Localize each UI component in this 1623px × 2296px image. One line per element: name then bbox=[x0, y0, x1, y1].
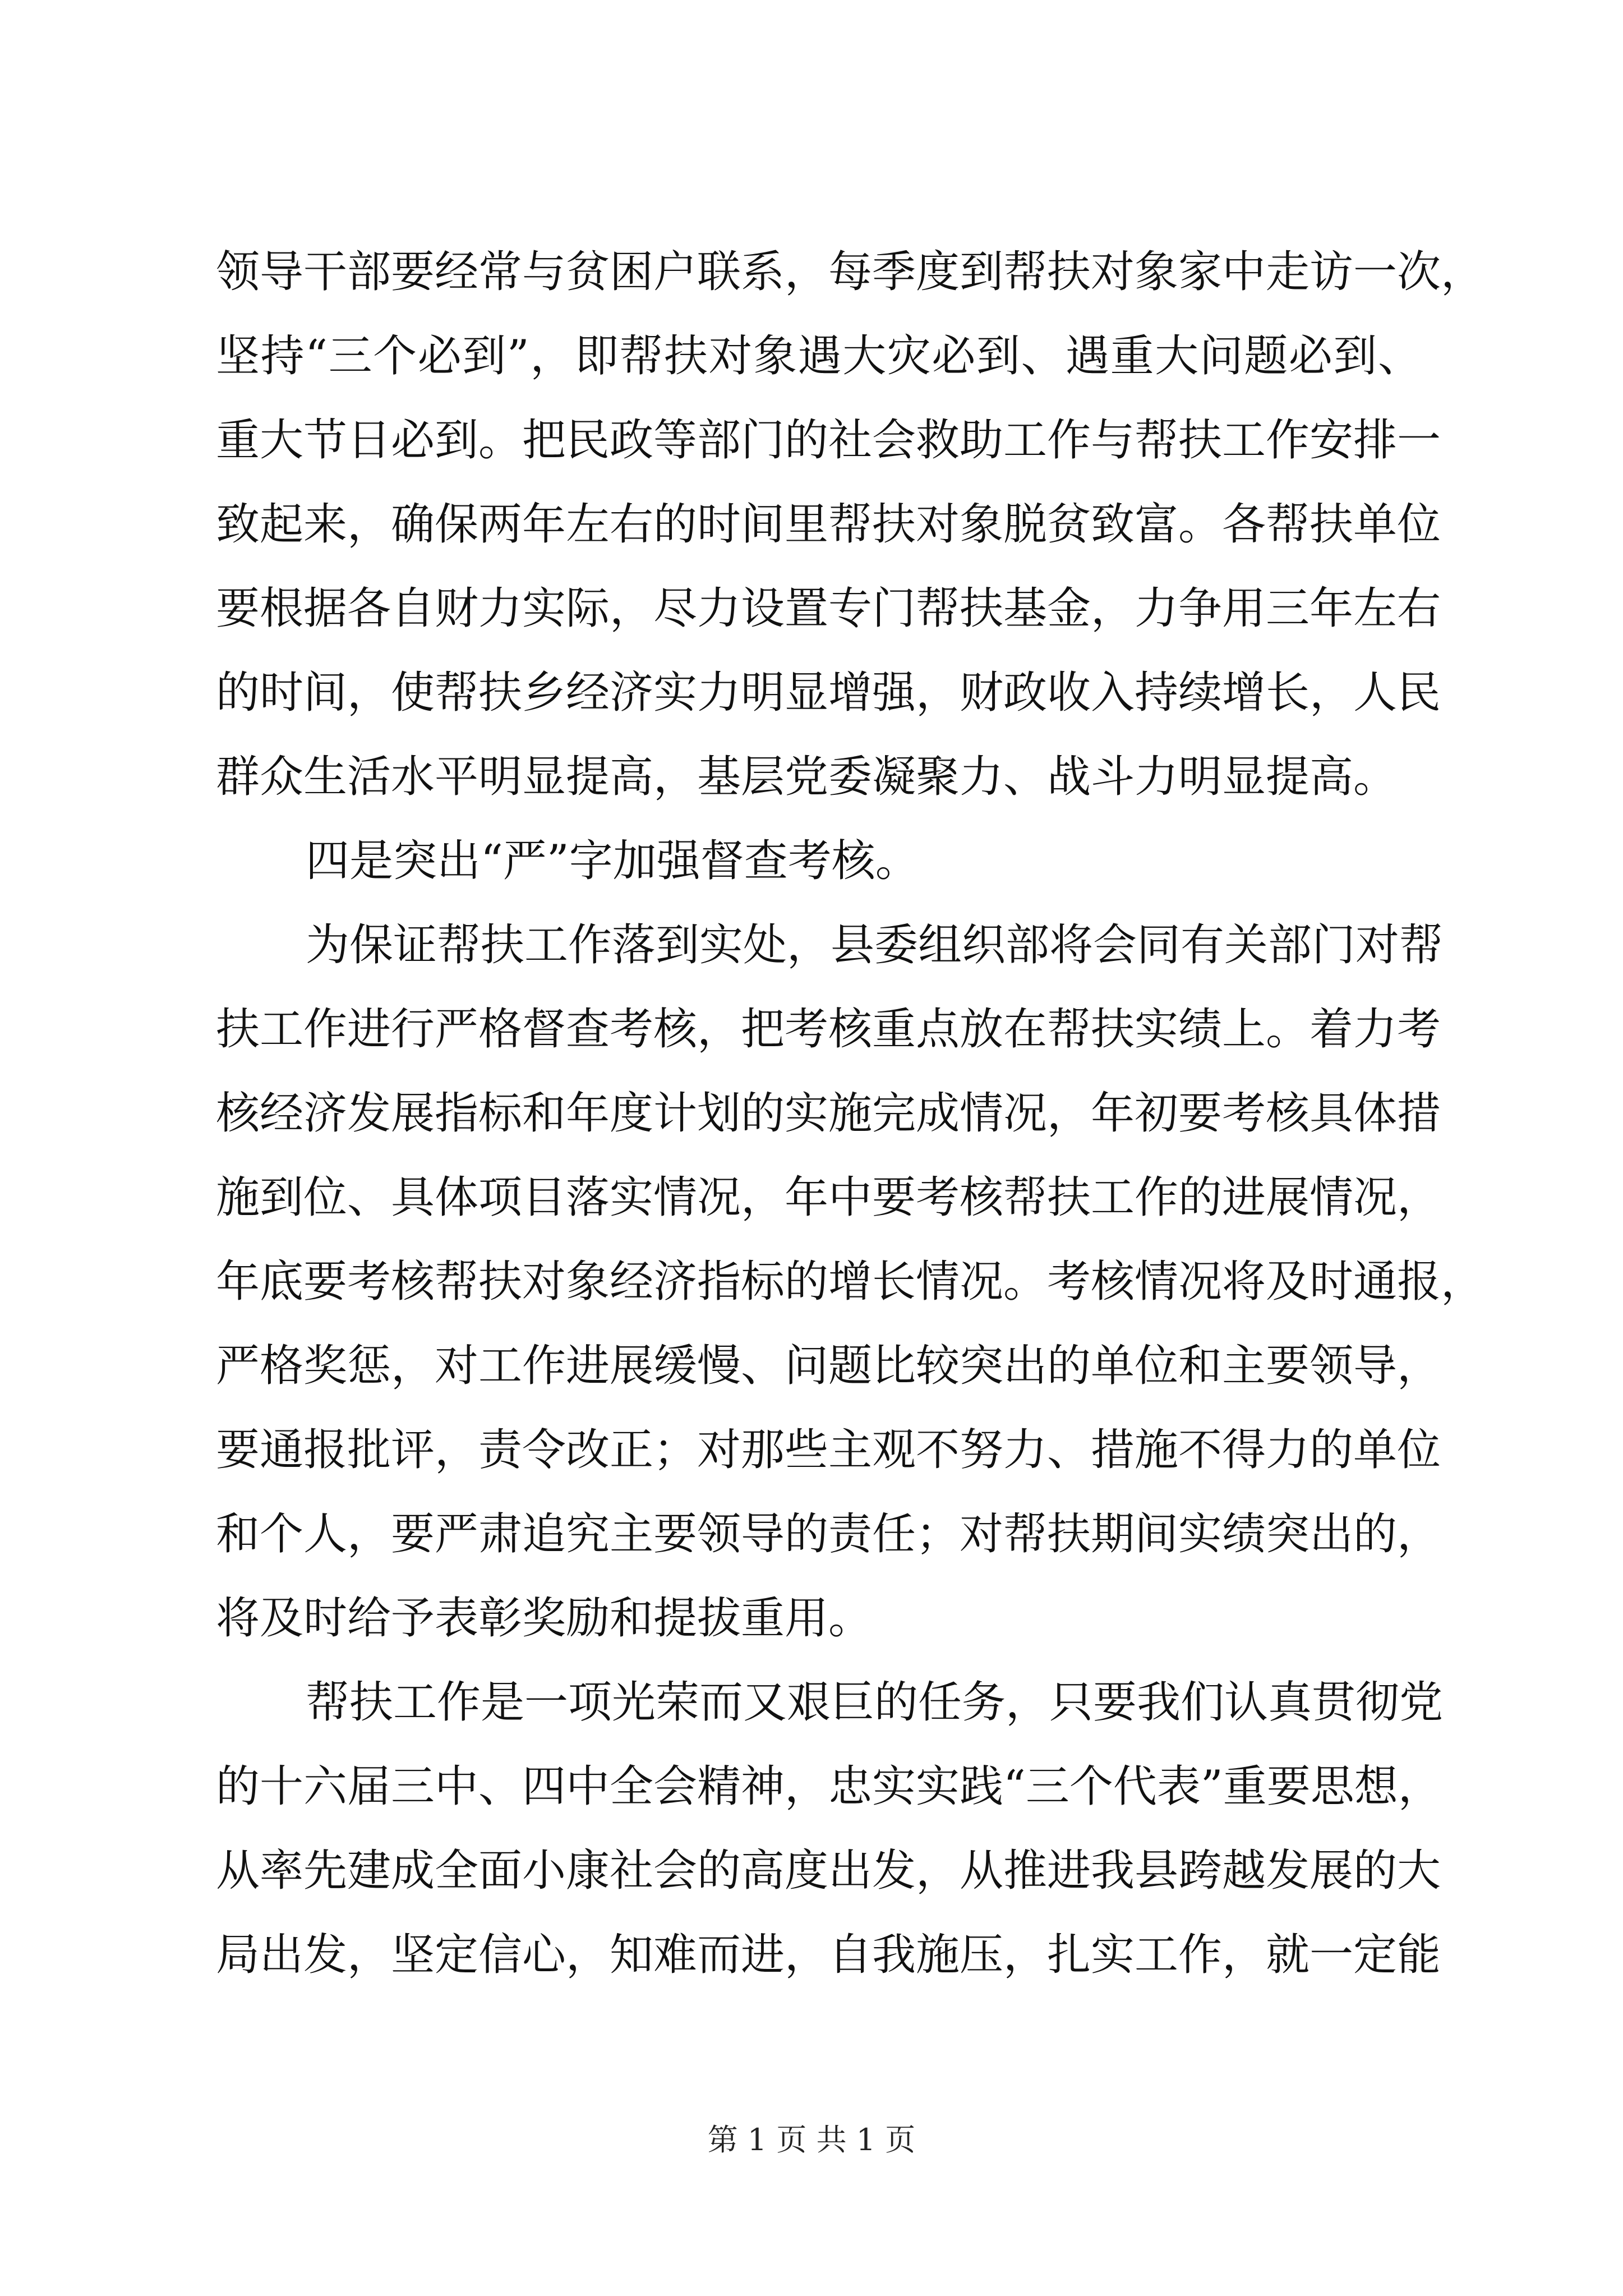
section-heading: 四是突出“严”字加强督查考核。 bbox=[306, 836, 919, 886]
text-line: 群众生活水平明显提高，基层党委凝聚力、战斗力明显提高。 bbox=[216, 752, 1398, 802]
text-line: 要根据各自财力实际，尽力设置专门帮扶基金，力争用三年左右 bbox=[216, 583, 1441, 634]
page-footer: 第 1 页 共 1 页 bbox=[707, 2122, 916, 2157]
text-line: 扶工作进行严格督查考核，把考核重点放在帮扶实绩上。着力考 bbox=[216, 1004, 1441, 1055]
text-line: 坚持“三个必到”，即帮扶对象遇大灾必到、遇重大问题必到、 bbox=[216, 331, 1422, 381]
text-line: 核经济发展指标和年度计划的实施完成情况，年初要考核具体措 bbox=[216, 1088, 1441, 1139]
text-line: 为保证帮扶工作落到实处，县委组织部将会同有关部门对帮 bbox=[306, 920, 1444, 970]
text-line: 将及时给予表彰奖励和提拔重用。 bbox=[216, 1593, 873, 1644]
text-line: 局出发，坚定信心，知难而进，自我施压，扎实工作，就一定能 bbox=[216, 1930, 1441, 1980]
text-line: 的十六届三中、四中全会精神，忠实实践“三个代表”重要思想， bbox=[216, 1761, 1442, 1812]
text-line: 领导干部要经常与贫困户联系，每季度到帮扶对象家中走访一次， bbox=[216, 247, 1485, 297]
text-line: 年底要考核帮扶对象经济指标的增长情况。考核情况将及时通报， bbox=[216, 1257, 1485, 1307]
text-line: 和个人，要严肃追究主要领导的责任；对帮扶期间实绩突出的， bbox=[216, 1509, 1441, 1559]
text-line: 帮扶工作是一项光荣而又艰巨的任务，只要我们认真贯彻党 bbox=[306, 1677, 1444, 1728]
text-line: 从率先建成全面小康社会的高度出发，从推进我县跨越发展的大 bbox=[216, 1846, 1441, 1896]
text-line: 严格奖惩，对工作进展缓慢、问题比较突出的单位和主要领导， bbox=[216, 1341, 1441, 1391]
text-line: 重大节日必到。把民政等部门的社会救助工作与帮扶工作安排一 bbox=[216, 415, 1441, 466]
text-line: 施到位、具体项目落实情况，年中要考核帮扶工作的进展情况， bbox=[216, 1172, 1441, 1223]
text-line: 要通报批评，责令改正；对那些主观不努力、措施不得力的单位 bbox=[216, 1425, 1441, 1475]
text-line: 致起来，确保两年左右的时间里帮扶对象脱贫致富。各帮扶单位 bbox=[216, 499, 1441, 550]
text-line: 的时间，使帮扶乡经济实力明显增强，财政收入持续增长，人民 bbox=[216, 668, 1441, 718]
